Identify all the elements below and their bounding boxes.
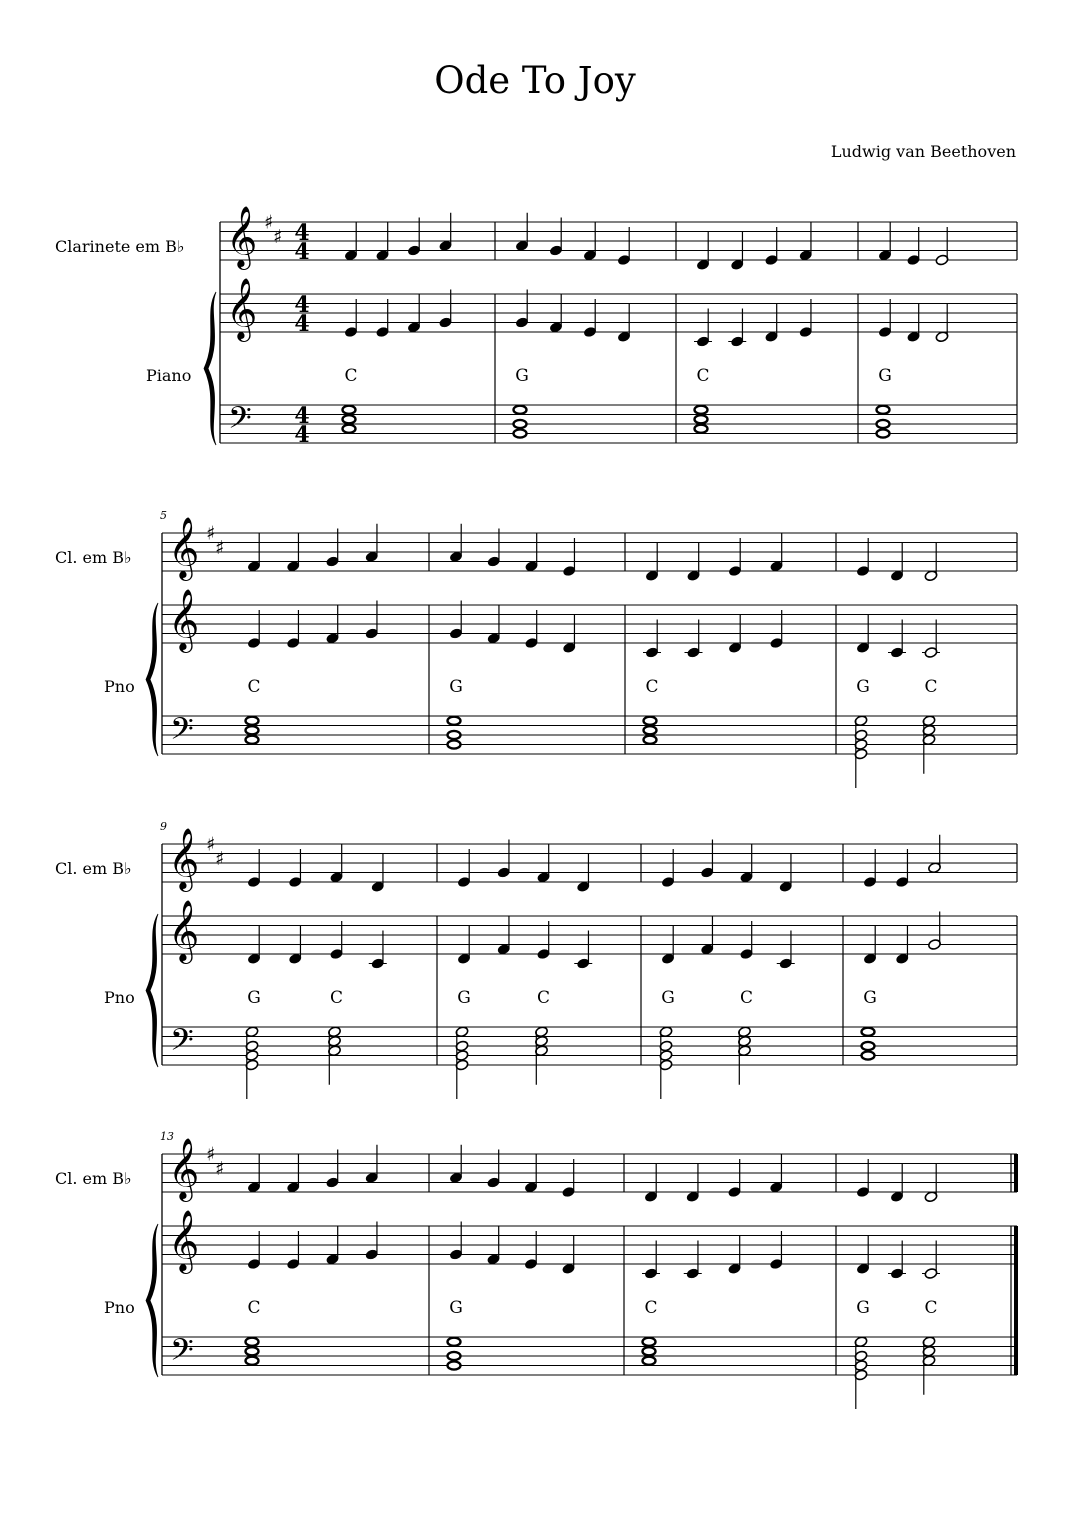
time-signature-numerator: 4: [294, 220, 310, 246]
instrument-name-piano: Pno: [104, 1298, 135, 1317]
whole-note-head: [448, 1352, 461, 1360]
chord-symbol: G: [449, 677, 463, 697]
whole-note-head: [643, 1338, 656, 1346]
whole-note-head: [643, 1347, 656, 1355]
whole-note-head: [246, 726, 259, 734]
music-system: [55, 206, 1017, 445]
chord-symbol: C: [645, 677, 659, 697]
measure-number: 5: [160, 509, 167, 522]
measure-number: 9: [160, 820, 167, 833]
piano-brace-icon: [146, 914, 158, 1067]
piano-brace-icon: [146, 1224, 158, 1377]
chord-symbol: C: [247, 677, 261, 697]
piano-brace-icon: [204, 292, 216, 445]
key-sharp-icon: ♯: [215, 1157, 225, 1180]
chord-symbol: C: [344, 366, 358, 386]
chord-symbol: G: [661, 988, 675, 1008]
whole-note-head: [643, 1357, 656, 1365]
music-system: [55, 1130, 1018, 1409]
whole-note-head: [877, 429, 890, 437]
whole-note-head: [246, 1357, 259, 1365]
treble-clef-icon: 𝄞: [168, 1138, 200, 1200]
whole-note-head: [862, 1042, 875, 1050]
chord-symbol: C: [924, 1298, 938, 1318]
instrument-name-piano: Pno: [104, 988, 135, 1007]
whole-note-head: [448, 1361, 461, 1369]
whole-note-head: [644, 726, 657, 734]
chord-symbol: C: [536, 988, 551, 1008]
chord-symbol: G: [457, 988, 471, 1008]
bass-clef-icon: 𝄢: [170, 710, 194, 754]
whole-note-head: [343, 415, 356, 423]
key-sharp-icon: ♯: [215, 847, 225, 870]
chord-symbol: C: [247, 1298, 261, 1318]
whole-note-head: [644, 717, 657, 725]
piano-brace-icon: [146, 603, 158, 756]
final-barline: [1014, 1154, 1018, 1192]
chord-symbol: C: [696, 366, 710, 386]
treble-clef-icon: 𝄞: [168, 1210, 200, 1272]
whole-note-head: [695, 406, 708, 414]
music-system: [55, 820, 1017, 1099]
key-sharp-icon: ♯: [206, 522, 216, 545]
instrument-name-clarinet: Cl. em B♭: [55, 548, 132, 567]
whole-note-head: [514, 429, 527, 437]
treble-clef-icon: 𝄞: [168, 589, 200, 651]
whole-note-head: [877, 406, 890, 414]
time-signature-denominator: 4: [294, 239, 310, 265]
time-signature-denominator: 4: [294, 311, 310, 337]
treble-clef-icon: 𝄞: [226, 206, 258, 268]
whole-note-head: [877, 420, 890, 428]
key-sharp-icon: ♯: [206, 833, 216, 856]
time-signature-numerator: 4: [294, 403, 310, 429]
composer-name: Ludwig van Beethoven: [830, 142, 1016, 161]
treble-clef-icon: 𝄞: [168, 828, 200, 890]
measure-number: 13: [160, 1130, 174, 1143]
chord-symbol: G: [515, 366, 529, 386]
key-sharp-icon: ♯: [206, 1143, 216, 1166]
whole-note-head: [448, 731, 461, 739]
time-signature-numerator: 4: [294, 292, 310, 318]
whole-note-head: [246, 1338, 259, 1346]
whole-note-head: [343, 406, 356, 414]
whole-note-head: [862, 1028, 875, 1036]
chord-symbol: C: [924, 677, 938, 697]
chord-symbol: G: [856, 677, 870, 697]
whole-note-head: [246, 736, 259, 744]
whole-note-head: [862, 1051, 875, 1059]
bass-clef-icon: 𝄢: [170, 1331, 194, 1375]
whole-note-head: [644, 736, 657, 744]
whole-note-head: [448, 740, 461, 748]
treble-clef-icon: 𝄞: [168, 900, 200, 962]
key-sharp-icon: ♯: [215, 536, 225, 559]
bass-clef-icon: 𝄢: [170, 1021, 194, 1065]
instrument-name-piano: Pno: [104, 677, 135, 696]
whole-note-head: [246, 1347, 259, 1355]
chord-symbol: G: [878, 366, 892, 386]
whole-note-head: [448, 717, 461, 725]
key-sharp-icon: ♯: [264, 211, 274, 234]
instrument-name-clarinet: Cl. em B♭: [55, 1169, 132, 1188]
score-title: Ode To Joy: [434, 59, 636, 102]
chord-symbol: C: [644, 1298, 658, 1318]
chord-symbol: C: [739, 988, 754, 1008]
chord-symbol: G: [449, 1298, 463, 1318]
final-barline: [1014, 1226, 1018, 1375]
whole-note-head: [514, 420, 527, 428]
chord-symbol: C: [329, 988, 344, 1008]
score-systems: [55, 206, 1018, 1409]
music-system: [55, 509, 1017, 788]
whole-note-head: [695, 415, 708, 423]
instrument-name-piano: Piano: [146, 366, 192, 385]
instrument-name-clarinet: Cl. em B♭: [55, 859, 132, 878]
whole-note-head: [246, 717, 259, 725]
whole-note-head: [448, 1338, 461, 1346]
chord-symbol: G: [247, 988, 261, 1008]
whole-note-head: [514, 406, 527, 414]
key-sharp-icon: ♯: [273, 225, 283, 248]
chord-symbol: G: [863, 988, 877, 1008]
bass-clef-icon: 𝄢: [228, 399, 252, 443]
whole-note-head: [343, 425, 356, 433]
treble-clef-icon: 𝄞: [226, 278, 258, 340]
whole-note-head: [695, 425, 708, 433]
chord-symbol: G: [856, 1298, 870, 1318]
treble-clef-icon: 𝄞: [168, 517, 200, 579]
time-signature-denominator: 4: [294, 422, 310, 448]
instrument-name-clarinet: Clarinete em B♭: [55, 237, 185, 256]
